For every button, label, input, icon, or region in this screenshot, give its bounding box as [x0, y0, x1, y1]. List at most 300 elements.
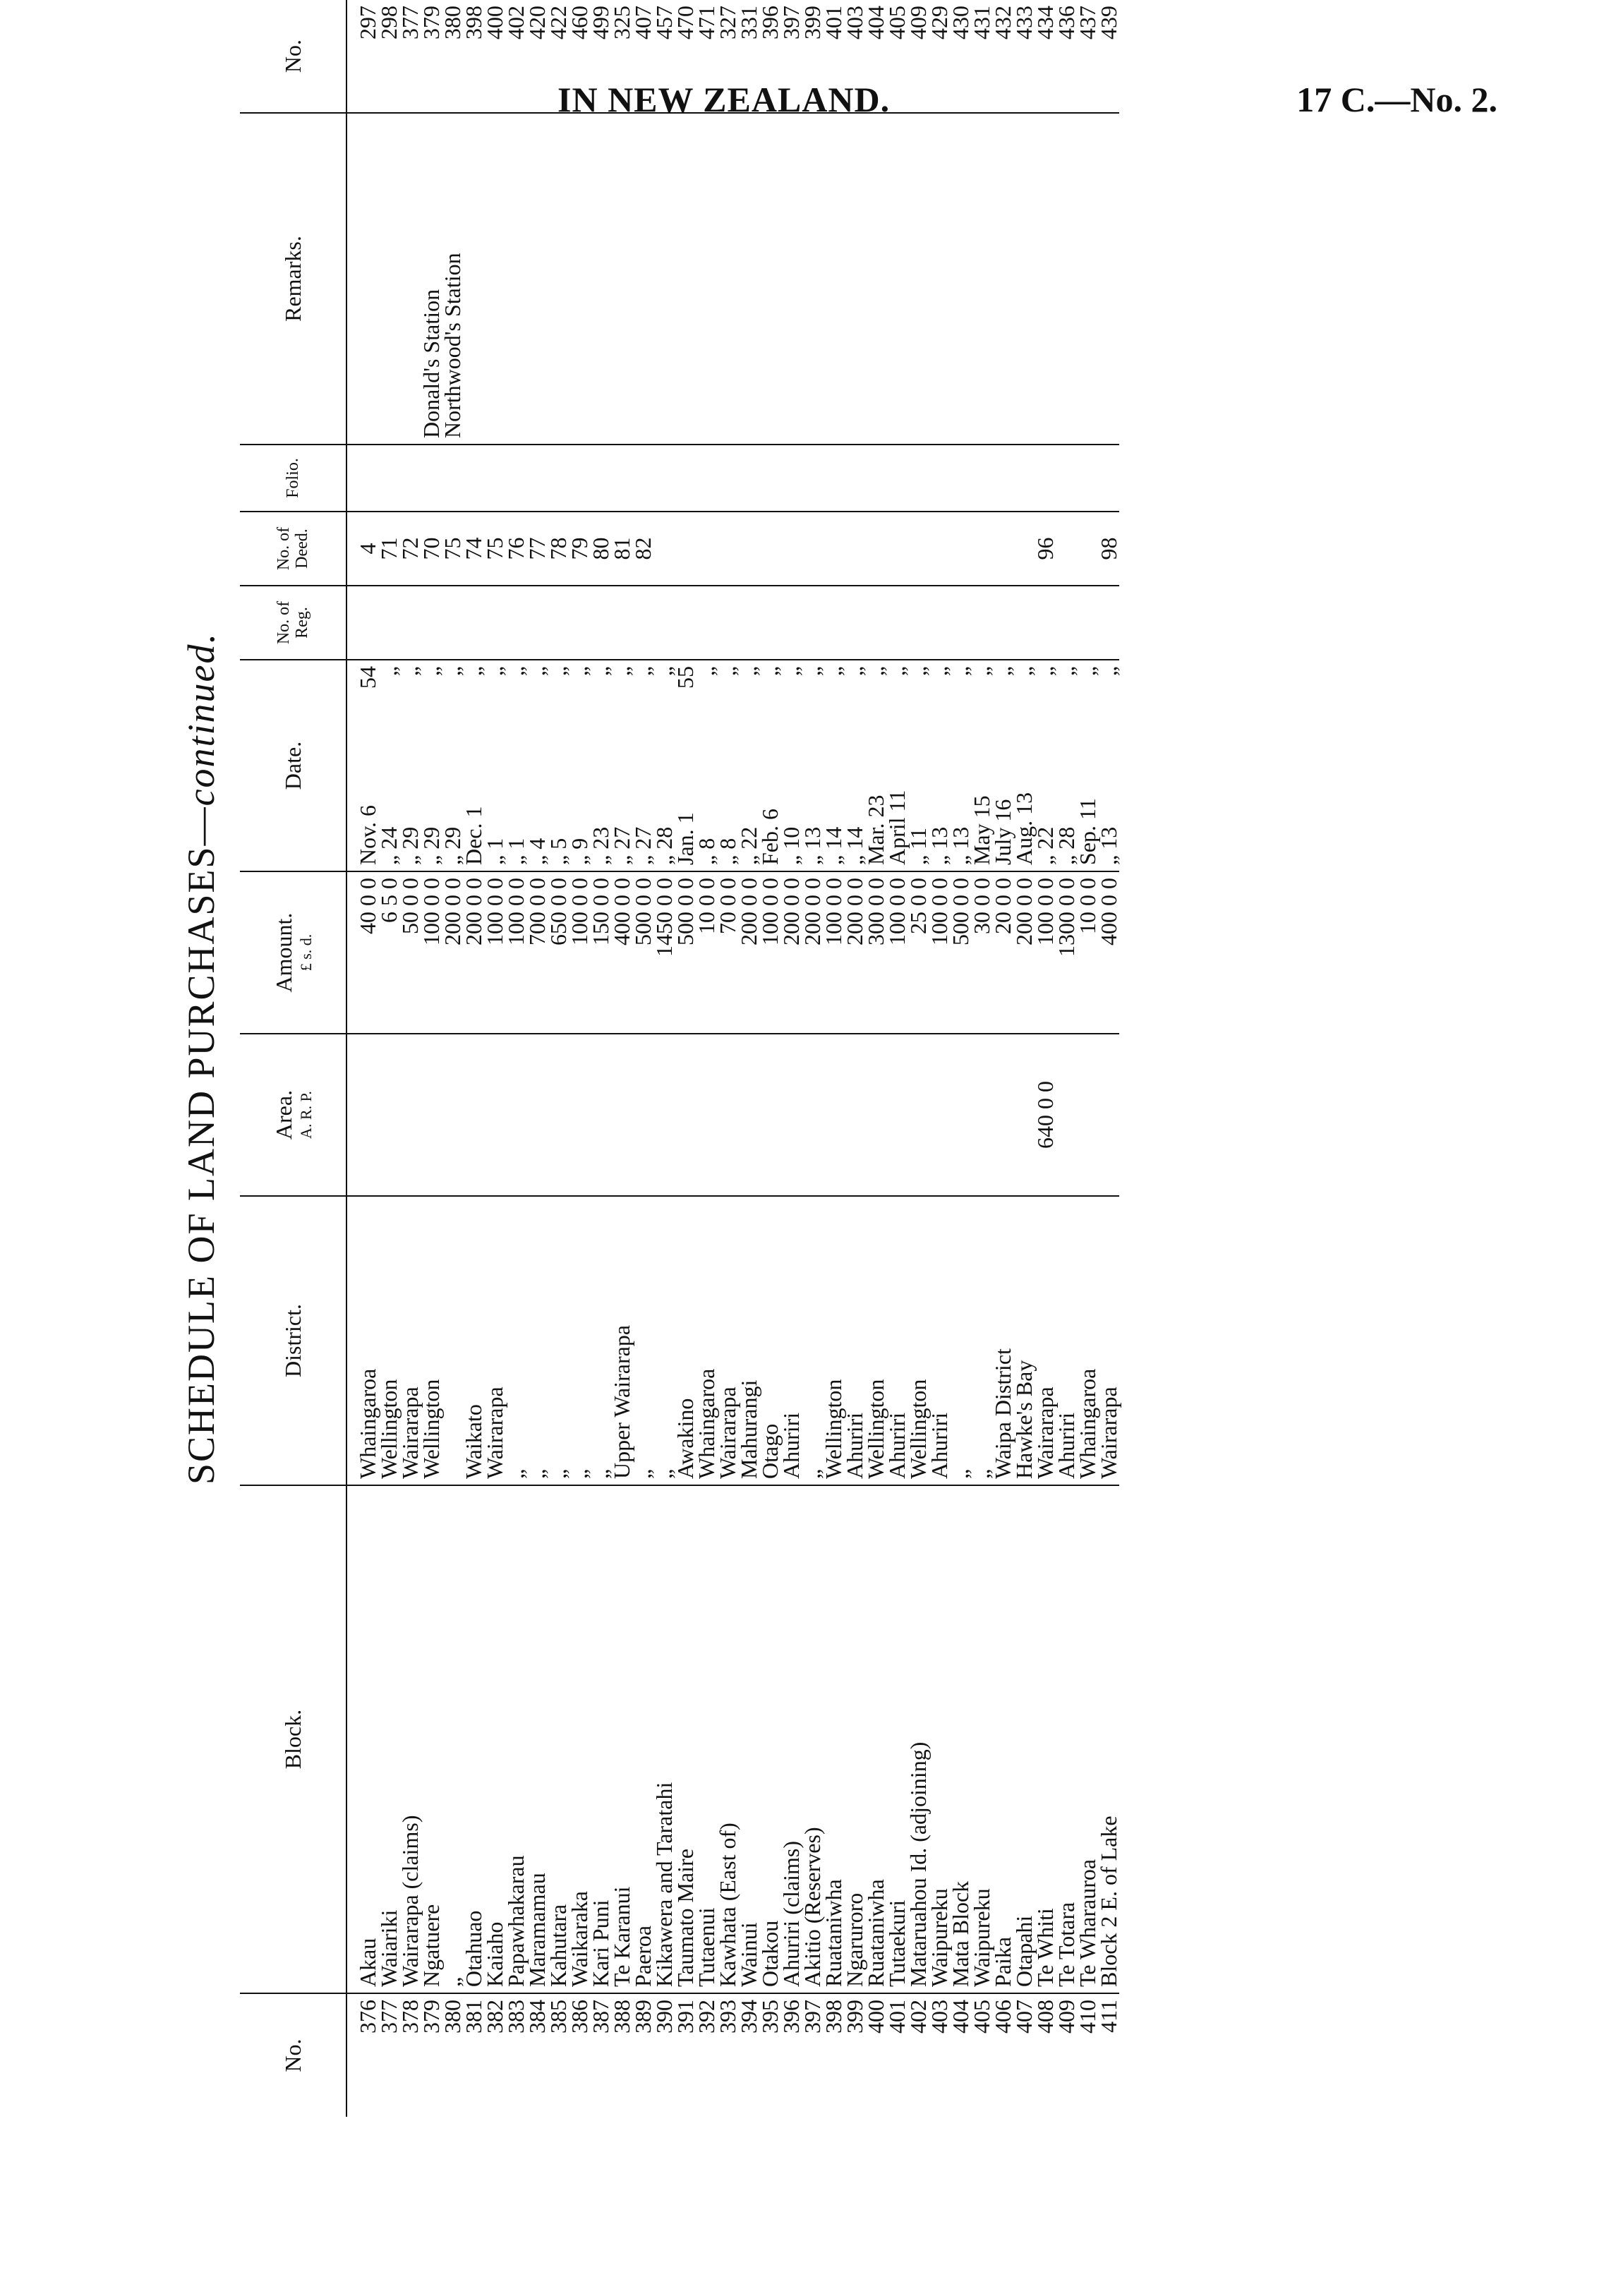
cell-block: Tutaenui: [696, 1485, 717, 1993]
table-row: [1035, 0, 1056, 2117]
cell-date-year: „: [651, 666, 677, 677]
cell-deed: [696, 512, 717, 586]
cell-no-right: 398: [463, 0, 484, 113]
cell-no: 403: [927, 2000, 952, 2034]
cell-deed: [653, 512, 675, 586]
cell-remarks: [632, 113, 653, 445]
cell-area: [526, 1034, 548, 1196]
cell-amount: 300 0 0: [865, 871, 886, 1034]
cell-date-year: „: [1011, 666, 1037, 677]
cell-date: [675, 660, 696, 871]
cell-block: Papawhakarau: [505, 1485, 526, 1993]
cell-block: Kahutara: [548, 1485, 569, 1993]
cell-date-year: „: [397, 666, 423, 677]
cell-no-right: 422: [548, 0, 569, 113]
cell-folio: [421, 445, 442, 512]
cell-area: [611, 1034, 632, 1196]
cell-no-right: 460: [569, 0, 590, 113]
cell-amount: 200 0 0: [463, 871, 484, 1034]
table-body: [346, 0, 1119, 2117]
cell-remarks: [346, 113, 378, 445]
cell-deed: 76: [505, 512, 526, 586]
cell-folio: [442, 445, 463, 512]
cell-no-right: 431: [971, 0, 992, 113]
cell-date-year: „: [821, 666, 846, 677]
cell-remarks: [738, 113, 759, 445]
cell-district: Ahuriri: [929, 1196, 950, 1485]
cell-no-right: 434: [1035, 0, 1056, 113]
cell-deed: [950, 512, 971, 586]
cell-area: [421, 1034, 442, 1196]
cell-date-year: „: [376, 666, 402, 677]
cell-district: „: [802, 1196, 823, 1485]
cell-district: Wairarapa: [1035, 1196, 1056, 1485]
cell-date: [611, 660, 632, 871]
cell-block: Ahuriri (claims): [780, 1485, 802, 1993]
table-row: [1056, 0, 1077, 2117]
cell-date-day: „ 29: [440, 826, 465, 865]
cell-no: 404: [948, 2000, 973, 2034]
cell-area: [675, 1034, 696, 1196]
cell-reg: [886, 586, 908, 660]
cell-folio: [548, 445, 569, 512]
cell-no-right: 400: [484, 0, 505, 113]
cell-reg: [844, 586, 865, 660]
cell-date-day: „ 22: [736, 826, 761, 865]
cell-remarks: [463, 113, 484, 445]
cell-reg: [738, 586, 759, 660]
cell-reg: [442, 586, 463, 660]
cell-deed: [992, 512, 1013, 586]
cell-block: Ngaruroro: [844, 1485, 865, 1993]
cell-reg: [590, 586, 611, 660]
cell-no: 406: [990, 2000, 1015, 2034]
cell-deed: 74: [463, 512, 484, 586]
cell-area: [442, 1034, 463, 1196]
col-area-label: Area.: [270, 1089, 296, 1140]
cell-date-year: 54: [355, 666, 380, 689]
cell-no: 387: [588, 2000, 613, 2034]
cell-district: Wellington: [865, 1196, 886, 1485]
table-row: [865, 0, 886, 2117]
cell-remarks: [992, 113, 1013, 445]
cell-reg: [759, 586, 780, 660]
cell-date-day: July 16: [990, 799, 1015, 865]
cell-amount: 400 0 0: [1098, 871, 1119, 1034]
cell-block: Kawhata (East of): [717, 1485, 738, 1993]
cell-block: Waikaraka: [569, 1485, 590, 1993]
cell-district: Mahurangi: [738, 1196, 759, 1485]
cell-date-day: Mar. 23: [863, 794, 888, 865]
cell-amount: 100 0 0: [759, 871, 780, 1034]
cell-no-right: 405: [886, 0, 908, 113]
cell-block: Waiariki: [378, 1485, 399, 1993]
cell-date-day: „ 14: [821, 826, 846, 865]
cell-remarks: [759, 113, 780, 445]
cell-date: [1032, 660, 1058, 871]
cell-reg: [653, 586, 675, 660]
cell-reg: [992, 586, 1013, 660]
cell-date: [865, 660, 886, 871]
cell-date-year: „: [884, 666, 910, 677]
cell-block: Kikawera and Taratahi: [653, 1485, 675, 1993]
table-row: [971, 0, 992, 2117]
cell-date-day: „ 13: [927, 826, 952, 865]
cell-block: Ngatuere: [421, 1485, 442, 1993]
cell-amount: 30 0 0: [971, 871, 992, 1034]
cell-district: „: [526, 1196, 548, 1485]
cell-amount: 200 0 0: [738, 871, 759, 1034]
land-purchases-table: [240, 0, 1119, 2117]
cell-date-day: „ 27: [609, 826, 634, 865]
cell-date-year: „: [694, 666, 719, 677]
cell-district: Wellington: [378, 1196, 399, 1485]
cell-district: Wairarapa: [399, 1196, 421, 1485]
cell-no: 380: [440, 2000, 465, 2034]
cell-no-right: 298: [378, 0, 399, 113]
cell-no-right: 420: [526, 0, 548, 113]
cell-date-day: „ 4: [524, 838, 550, 865]
cell-date: [484, 660, 505, 871]
cell-district: „: [505, 1196, 526, 1485]
cell-no: 405: [969, 2000, 994, 2034]
table-row: [421, 0, 442, 2117]
cell-date-day: „ 27: [630, 826, 656, 865]
cell-district: Waipa District: [992, 1196, 1013, 1485]
cell-no-right: 404: [865, 0, 886, 113]
cell-district: Awakino: [675, 1196, 696, 1485]
cell-folio: [1035, 445, 1056, 512]
cell-reg: [1098, 586, 1119, 660]
cell-date-year: „: [736, 666, 761, 677]
cell-folio: [802, 445, 823, 512]
col-folio: Folio.: [240, 445, 346, 512]
cell-date: [418, 660, 444, 871]
cell-remarks: [569, 113, 590, 445]
cell-district: Wellington: [823, 1196, 844, 1485]
cell-date: [717, 660, 738, 871]
cell-district: Wairarapa: [717, 1196, 738, 1485]
col-district: District.: [240, 1196, 346, 1485]
table-row: [908, 0, 929, 2117]
table-row: [611, 0, 632, 2117]
cell-block: Tutaekuri: [886, 1485, 908, 1993]
cell-folio: [717, 445, 738, 512]
cell-reg: [632, 586, 653, 660]
cell-no: 396: [778, 2000, 804, 2034]
cell-date-year: „: [842, 666, 867, 677]
cell-folio: [675, 445, 696, 512]
cell-amount: 400 0 0: [611, 871, 632, 1034]
cell-reg: [378, 586, 399, 660]
cell-date-year: „: [440, 666, 465, 677]
cell-area: [823, 1034, 844, 1196]
cell-date: [905, 660, 931, 871]
cell-date: [696, 660, 717, 871]
cell-reg: [929, 586, 950, 660]
cell-district: Ahuriri: [886, 1196, 908, 1485]
cell-no: 389: [630, 2000, 656, 2034]
cell-remarks: Donald's Station: [421, 113, 442, 445]
cell-no: 395: [757, 2000, 783, 2034]
cell-area: [484, 1034, 505, 1196]
cell-area: [463, 1034, 484, 1196]
cell-folio: [908, 445, 929, 512]
cell-deed: 72: [399, 512, 421, 586]
cell-no: 399: [842, 2000, 867, 2034]
cell-date-year: „: [757, 666, 783, 677]
cell-folio: [1098, 445, 1119, 512]
cell-block: Taumato Maire: [675, 1485, 696, 1993]
col-reg: No. of Reg.: [240, 586, 346, 660]
cell-folio: [484, 445, 505, 512]
cell-area: [399, 1034, 421, 1196]
cell-date: [376, 660, 402, 871]
cell-date-day: „ 23: [588, 826, 613, 865]
cell-date-year: „: [609, 666, 634, 677]
cell-date: [757, 660, 783, 871]
cell-date-year: „: [990, 666, 1015, 677]
cell-block: Kari Puni: [590, 1485, 611, 1993]
cell-block: Wairarapa (claims): [399, 1485, 421, 1993]
cell-date-year: „: [1096, 666, 1121, 677]
cell-date-day: Sep. 11: [1075, 798, 1100, 865]
cell-reg: [1035, 586, 1056, 660]
cell-date: [1077, 660, 1098, 871]
cell-date: [1013, 660, 1035, 871]
cell-remarks: [484, 113, 505, 445]
cell-folio: [526, 445, 548, 512]
table-row: [1077, 0, 1098, 2117]
cell-date: [545, 660, 571, 871]
cell-amount: 1300 0 0: [1056, 871, 1077, 1034]
cell-date-day: „ 1: [482, 838, 507, 865]
cell-folio: [950, 445, 971, 512]
cell-no: 376: [355, 2000, 380, 2034]
cell-folio: [823, 445, 844, 512]
cell-folio: [590, 445, 611, 512]
cell-remarks: [865, 113, 886, 445]
cell-district: Wellington: [908, 1196, 929, 1485]
cell-date: [738, 660, 759, 871]
col-area-units: A. R. P.: [296, 1091, 315, 1139]
cell-date: [1098, 660, 1119, 871]
cell-folio: [780, 445, 802, 512]
cell-block: Paeroa: [632, 1485, 653, 1993]
cell-reg: [865, 586, 886, 660]
cell-no: 409: [1054, 2000, 1079, 2034]
table-row: [632, 0, 653, 2117]
cell-no-right: 396: [759, 0, 780, 113]
cell-reg: [802, 586, 823, 660]
cell-block: Mataruahou Id. (adjoining): [908, 1485, 929, 1993]
cell-folio: [569, 445, 590, 512]
cell-deed: 78: [548, 512, 569, 586]
cell-reg: [569, 586, 590, 660]
cell-date: [399, 660, 421, 871]
table-row: [929, 0, 950, 2117]
cell-date-day: „ 5: [545, 838, 571, 865]
cell-no: 379: [418, 2000, 444, 2034]
cell-no: 411: [1096, 2000, 1121, 2033]
cell-date: [886, 660, 908, 871]
table-row: [696, 0, 717, 2117]
cell-deed: [780, 512, 802, 586]
cell-date-year: „: [1032, 666, 1058, 677]
cell-area: [992, 1034, 1013, 1196]
cell-block: Otapahi: [1013, 1485, 1035, 1993]
cell-district: „: [653, 1196, 675, 1485]
cell-amount: 50 0 0: [399, 871, 421, 1034]
cell-date: [569, 660, 590, 871]
table-row: [738, 0, 759, 2117]
cell-remarks: [1013, 113, 1035, 445]
cell-date: [1056, 660, 1077, 871]
cell-date-day: „ 22: [1032, 826, 1058, 865]
cell-area: [844, 1034, 865, 1196]
cell-district: Ahuriri: [1056, 1196, 1077, 1485]
cell-no: 408: [1032, 2000, 1058, 2034]
col-amount-label: Amount.: [270, 912, 296, 993]
cell-no-right: 325: [611, 0, 632, 113]
cell-district: „: [569, 1196, 590, 1485]
schedule-title-main: SCHEDULE OF LAND PURCHASES—: [180, 806, 222, 1485]
table-row: [780, 0, 802, 2117]
cell-block: Te Totara: [1056, 1485, 1077, 1993]
cell-block: Maramamau: [526, 1485, 548, 1993]
cell-deed: 4: [346, 512, 378, 586]
cell-block: Otakou: [759, 1485, 780, 1993]
cell-amount: 70 0 0: [717, 871, 738, 1034]
cell-district: Whaingaroa: [1077, 1196, 1098, 1485]
cell-date-day: „ 14: [842, 826, 867, 865]
cell-deed: [823, 512, 844, 586]
cell-date: [590, 660, 611, 871]
cell-area: [950, 1034, 971, 1196]
cell-remarks: [717, 113, 738, 445]
cell-reg: [908, 586, 929, 660]
cell-date-year: „: [800, 666, 825, 677]
cell-date: [630, 660, 656, 871]
cell-area: [1098, 1034, 1119, 1196]
table-row: [1098, 0, 1119, 2117]
cell-area: [1077, 1034, 1098, 1196]
cell-deed: 80: [590, 512, 611, 586]
cell-date-day: Dec. 1: [461, 806, 486, 865]
cell-district: „: [632, 1196, 653, 1485]
cell-block: Te Whiti: [1035, 1485, 1056, 1993]
cell-no-right: 430: [950, 0, 971, 113]
cell-folio: [399, 445, 421, 512]
cell-remarks: [653, 113, 675, 445]
cell-block: Te Wharauroa: [1077, 1485, 1098, 1993]
cell-no: 381: [461, 2000, 486, 2034]
schedule-title: [162, 0, 240, 2117]
cell-remarks: [399, 113, 421, 445]
cell-no: 410: [1075, 2000, 1100, 2034]
cell-no: 382: [482, 2000, 507, 2034]
cell-date-year: „: [948, 666, 973, 677]
cell-deed: [971, 512, 992, 586]
cell-date-year: „: [461, 666, 486, 677]
cell-block: Wainui: [738, 1485, 759, 1993]
col-amount: [240, 871, 346, 1034]
cell-remarks: [844, 113, 865, 445]
cell-deed: 77: [526, 512, 548, 586]
cell-folio: [505, 445, 526, 512]
cell-date: [802, 660, 823, 871]
cell-reg: [696, 586, 717, 660]
cell-block: „: [442, 1485, 463, 1993]
cell-area: [929, 1034, 950, 1196]
cell-folio: [378, 445, 399, 512]
cell-deed: [1013, 512, 1035, 586]
cell-no: 384: [524, 2000, 550, 2034]
table-row: [950, 0, 971, 2117]
cell-remarks: [929, 113, 950, 445]
cell-date-year: „: [567, 666, 592, 677]
rotated-schedule: [162, 0, 1616, 2117]
cell-folio: [696, 445, 717, 512]
schedule-table-wrap: [240, 0, 1616, 2117]
cell-district: Waikato: [463, 1196, 484, 1485]
cell-no-right: 402: [505, 0, 526, 113]
cell-block: Mata Block: [950, 1485, 971, 1993]
cell-area: [590, 1034, 611, 1196]
cell-amount: 100 0 0: [929, 871, 950, 1034]
cell-remarks: [823, 113, 844, 445]
cell-remarks: [611, 113, 632, 445]
cell-date-day: Aug. 13: [1011, 792, 1037, 865]
cell-no: 397: [800, 2000, 825, 2034]
cell-deed: 71: [378, 512, 399, 586]
cell-block: Otahuao: [463, 1485, 484, 1993]
cell-folio: [1013, 445, 1035, 512]
table-row: [442, 0, 463, 2117]
cell-no: 377: [376, 2000, 402, 2034]
cell-date-year: „: [1075, 666, 1100, 677]
cell-deed: 96: [1035, 512, 1056, 586]
table-row: [526, 0, 548, 2117]
cell-date-day: „ 24: [376, 826, 402, 865]
cell-date-day: „ 29: [397, 826, 423, 865]
cell-district: [442, 1196, 463, 1485]
cell-date-day: „ 11: [905, 827, 931, 865]
cell-date-year: „: [630, 666, 656, 677]
cell-folio: [611, 445, 632, 512]
cell-district: Upper Wairarapa: [611, 1196, 632, 1485]
cell-district: „: [971, 1196, 992, 1485]
cell-no: 385: [545, 2000, 571, 2034]
table-row: [653, 0, 675, 2117]
cell-date: [992, 660, 1013, 871]
cell-date-day: „ 10: [778, 826, 804, 865]
col-block: Block.: [240, 1485, 346, 1993]
cell-date-day: „ 13: [948, 826, 973, 865]
cell-remarks: [526, 113, 548, 445]
cell-deed: [675, 512, 696, 586]
cell-no-right: 377: [399, 0, 421, 113]
cell-deed: 82: [632, 512, 653, 586]
cell-amount: 40 0 0: [346, 871, 378, 1034]
cell-date: [442, 660, 463, 871]
cell-date-day: „ 13: [1096, 826, 1121, 865]
cell-amount: 100 0 0: [569, 871, 590, 1034]
cell-no-right: 331: [738, 0, 759, 113]
cell-amount: 500 0 0: [632, 871, 653, 1034]
cell-date-year: „: [482, 666, 507, 677]
cell-remarks: [950, 113, 971, 445]
